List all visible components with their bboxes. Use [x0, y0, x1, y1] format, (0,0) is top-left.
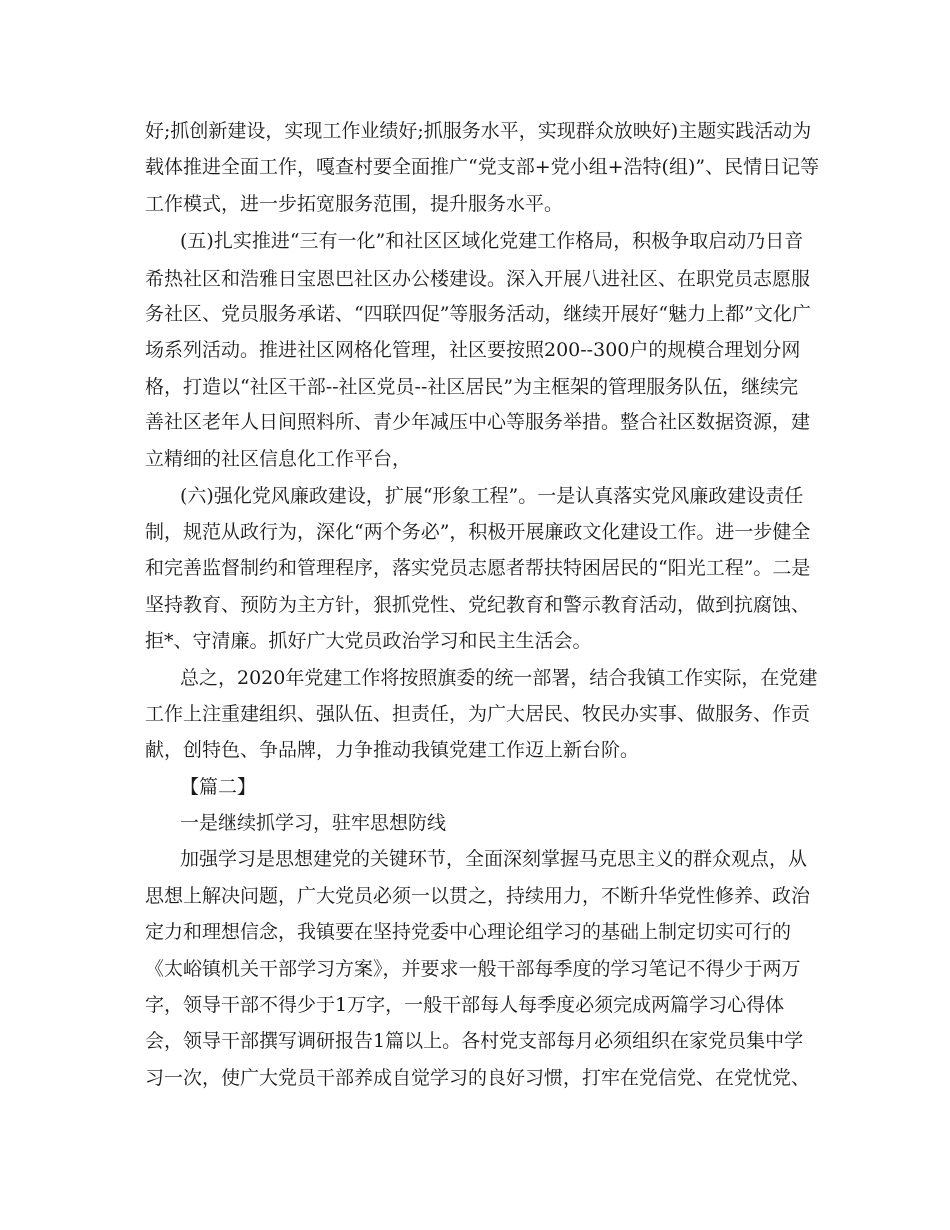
text-line: 好;抓创新建设，实现工作业绩好;抓服务水平，实现群众放映好)主题实践活动为: [145, 120, 812, 142]
text-line: (六)强化党风廉政建设，扩展“形象工程”。一是认真落实党风廉政建设责任: [180, 485, 804, 507]
text-line: (五)扎实推进“三有一化”和社区区域化党建工作格局，积极争取启动乃日音: [180, 230, 804, 252]
text-line: 献，创特色、争品牌，力争推动我镇党建工作迈上新台阶。: [145, 739, 640, 761]
text-line: 字，领导干部不得少于1万字，一般干部每人每季度必须完成两篇学习心得体: [145, 994, 785, 1016]
text-line: 和完善监督制约和管理程序，落实党员志愿者帮扶特困居民的“阳光工程”。二是: [145, 557, 811, 579]
text-line: 习一次，使广大党员干部养成自觉学习的良好习惯，打牢在党信党、在党忧党、: [145, 1067, 811, 1089]
text-line: 工作模式，进一步拓宽服务范围，提升服务水平。: [145, 193, 564, 215]
text-line: 坚持教育、预防为主方针，狠抓党性、党纪教育和警示教育活动，做到抗腐蚀、: [145, 594, 811, 616]
text-line: 定力和理想信念，我镇要在坚持党委中心理论组学习的基础上制定切实可行的: [145, 921, 792, 943]
text-line: 善社区老年人日间照料所、青少年减压中心等服务举措。整合社区数据资源，建: [145, 411, 811, 433]
text-line: 制，规范从政行为，深化“两个务必”，积极开展廉政文化建设工作。进一步健全: [145, 521, 811, 543]
text-line: 总之，2020年党建工作将按照旗委的统一部署，结合我镇工作实际，在党建: [180, 667, 818, 689]
text-line: 会，领导干部撰写调研报告1篇以上。各村党支部每月必须组织在家党员集中学: [145, 1030, 804, 1052]
text-line: 拒*、守清廉。抓好广大党员政治学习和民主生活会。: [145, 630, 592, 652]
text-line: 《太峪镇机关干部学习方案》，并要求一般干部每季度的学习笔记不得少于两万: [145, 958, 801, 980]
text-line: 场系列活动。推进社区网格化管理，社区要按照200--300户的规模合理划分网: [145, 339, 801, 361]
text-line: 工作上注重建组织、强队伍、担责任，为广大居民、牧民办实事、做服务、作贡: [145, 703, 811, 725]
section-heading: 【篇二】: [180, 776, 257, 798]
text-line: 思想上解决问题，广大党员必须一以贯之，持续用力，不断升华党性修养、政治: [145, 885, 811, 907]
text-line: 格，打造以“社区干部--社区党员--社区居民”为主框架的管理服务队伍，继续完: [145, 376, 799, 398]
text-line: 一是继续抓学习，驻牢思想防线: [180, 812, 447, 834]
text-line: 载体推进全面工作，嘎查村要全面推广“党支部+党小组+浩特(组)”、民情日记等: [145, 156, 820, 178]
text-line: 务社区、党员服务承诺、“四联四促”等服务活动，继续开展好“魅力上都”文化广: [145, 303, 811, 325]
text-line: 加强学习是思想建党的关键环节，全面深刻掌握马克思主义的群众观点，从: [180, 848, 808, 870]
text-line: 立精细的社区信息化工作平台，: [145, 448, 412, 470]
text-line: 希热社区和浩雅日宝恩巴社区办公楼建设。深入开展八进社区、在职党员志愿服: [145, 268, 811, 290]
